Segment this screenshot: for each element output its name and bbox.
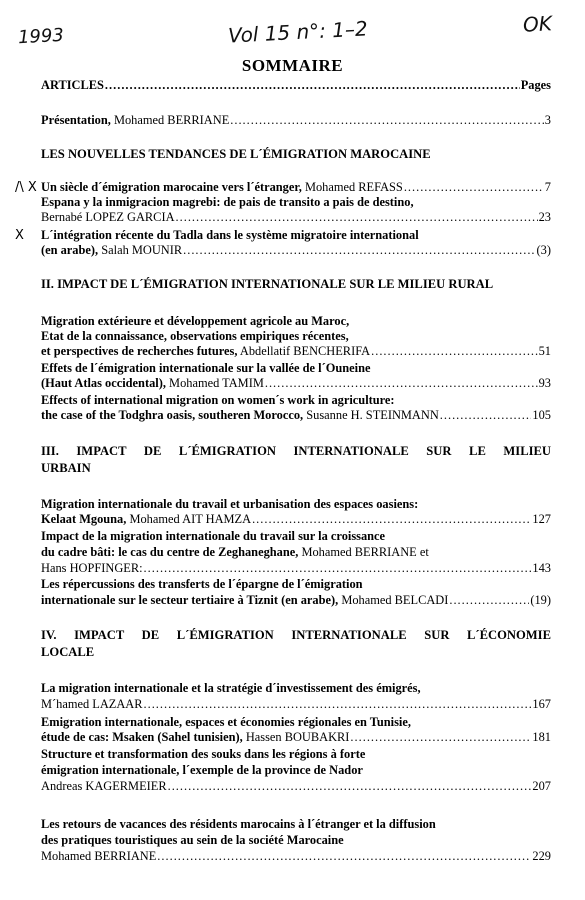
entry-title-line: Espana y la inmigracion magrebi: de pais de transito a pais de destino,	[41, 195, 414, 209]
entry-title-line: Effets de l´émigration internationale sur la vallée de l´Ouneine	[41, 361, 371, 375]
leader-dots	[105, 78, 520, 92]
handwritten-ok: OK	[522, 11, 553, 37]
toc-entry[interactable]	[41, 180, 551, 194]
handwritten-mark: /\ X	[15, 180, 37, 195]
entry-author: M´hamed LAZAAR	[41, 697, 143, 711]
entry-title-line: Impact de la migration internationale du travail sur la croissance	[41, 529, 386, 543]
entry-page: (3)	[536, 243, 551, 257]
entry-author: Mohamed BERRIANE	[113, 113, 230, 127]
entry-author: Andreas KAGERMEIER	[41, 779, 167, 793]
entry-author: Bernabé LOPEZ GARCIA	[41, 210, 175, 224]
entry-page: (19)	[530, 593, 551, 607]
entry-title: du cadre bâti: le cas du centre de Zeghaneghane,	[41, 545, 299, 559]
leader-dots	[176, 210, 538, 224]
entry-author: Susanne H. STEINMANN	[306, 408, 439, 422]
toc-entry[interactable]	[41, 593, 551, 607]
leader-dots	[440, 408, 532, 422]
entry-page: 93	[538, 376, 551, 390]
entry-author: Mohamed TAMIM	[169, 376, 264, 390]
leader-dots	[144, 561, 532, 575]
entry-page: 181	[532, 730, 551, 744]
toc-entry[interactable]	[41, 561, 551, 575]
toc-entry[interactable]	[41, 113, 551, 127]
entry-page: 167	[532, 697, 551, 711]
entry-author: Hassen BOUBAKRI	[245, 730, 350, 744]
entry-author: Mohamed BERRIANE	[41, 849, 157, 863]
entry-page: 127	[532, 512, 551, 526]
entry-page: 51	[538, 344, 551, 358]
entry-author: Mohamed AIT HAMZA	[129, 512, 252, 526]
section-heading: II. IMPACT DE L´ÉMIGRATION INTERNATIONALE SUR LE MILIEU RURAL	[41, 277, 494, 291]
handwritten-volume: Vol 15 n°: 1–2	[227, 16, 369, 48]
toc-entry[interactable]	[41, 697, 551, 711]
entry-page: 23	[538, 210, 551, 224]
entry-title: (Haut Atlas occidental),	[41, 376, 166, 390]
entry-title-line: Migration extérieure et développement agricole au Maroc,	[41, 314, 350, 328]
entry-title: internationale sur le secteur tertiaire à Tiznit (en arabe),	[41, 593, 339, 607]
entry-title-line: émigration internationale, l´exemple de la province de Nador	[41, 763, 363, 777]
entry-title-line: Etat de la connaissance, observations empiriques récentes,	[41, 329, 349, 343]
section-heading: IV. IMPACT DE L´ÉMIGRATION INTERNATIONALE SUR L´ÉCONOMIE	[41, 628, 551, 642]
toc-entry[interactable]	[41, 730, 551, 744]
entry-title-line: Migration internationale du travail et urbanisation des espaces oasiens:	[41, 497, 419, 511]
leader-dots	[265, 376, 538, 390]
entry-author: Salah MOUNIR	[101, 243, 183, 257]
entry-title-line: Les retours de vacances des résidents marocains à l´étranger et la diffusion	[41, 817, 436, 831]
entry-page: 229	[532, 849, 551, 863]
toc-entry[interactable]	[41, 210, 551, 224]
toc-entry[interactable]	[41, 243, 551, 257]
leader-dots	[230, 113, 544, 127]
entry-title: Présentation,	[41, 113, 111, 127]
entry-page: 105	[532, 408, 551, 422]
entry-title-line: Emigration internationale, espaces et économies régionales en Tunisie,	[41, 715, 411, 729]
toc-entry[interactable]	[41, 512, 551, 526]
toc-entry[interactable]	[41, 344, 551, 358]
entry-title: the case of the Todghra oasis, southeren Morocco,	[41, 408, 304, 422]
leader-dots	[449, 593, 529, 607]
handwritten-mark: X	[15, 228, 24, 243]
articles-label: ARTICLES	[41, 78, 104, 92]
toc-entry[interactable]	[41, 849, 551, 863]
entry-title-line: La migration internationale et la stratégie d´investissement des émigrés,	[41, 681, 421, 695]
entry-title-line: L´intégration récente du Tadla dans le système migratoire international	[41, 228, 419, 242]
toc-entry[interactable]	[41, 779, 551, 793]
entry-title: (en arabe),	[41, 243, 99, 257]
entry-title-line	[41, 545, 551, 559]
entry-page: 207	[532, 779, 551, 793]
leader-dots	[350, 730, 531, 744]
entry-title-line: Structure et transformation des souks dans les régions à forte	[41, 747, 366, 761]
entry-author: Mohamed REFASS	[304, 180, 403, 194]
entry-page: 3	[544, 113, 551, 127]
toc-entry[interactable]	[41, 376, 551, 390]
entry-title: Kelaat Mgouna,	[41, 512, 127, 526]
toc-entry[interactable]	[41, 408, 551, 422]
page-title: SOMMAIRE	[241, 56, 344, 75]
pages-label: Pages	[520, 78, 551, 92]
entry-title: étude de cas: Msaken (Sahel tunisien),	[41, 730, 243, 744]
leader-dots	[168, 779, 532, 793]
leader-dots	[144, 697, 532, 711]
leader-dots	[183, 243, 535, 257]
articles-header	[41, 78, 551, 92]
entry-author: Mohamed BERRIANE et	[301, 545, 429, 559]
section-heading-cont: URBAIN	[41, 461, 91, 475]
entry-title-line: des pratiques touristiques au sein de la société Marocaine	[41, 833, 344, 847]
entry-author: Mohamed BELCADI	[341, 593, 449, 607]
leader-dots	[157, 849, 531, 863]
section-heading: III. IMPACT DE L´ÉMIGRATION INTERNATIONALE SUR LE MILIEU	[41, 444, 551, 458]
section-heading-cont: LOCALE	[41, 645, 95, 659]
leader-dots	[404, 180, 544, 194]
entry-author: Hans HOPFINGER:	[41, 561, 143, 575]
section-heading: LES NOUVELLES TENDANCES DE L´ÉMIGRATION MAROCAINE	[41, 147, 431, 161]
entry-author: Abdellatif BENCHERIFA	[239, 344, 371, 358]
entry-title-line: Les répercussions des transferts de l´épargne de l´émigration	[41, 577, 363, 591]
leader-dots	[371, 344, 537, 358]
entry-page: 7	[544, 180, 551, 194]
handwritten-year: 1993	[17, 24, 65, 49]
entry-title: et perspectives de recherches futures,	[41, 344, 238, 358]
entry-title: Un siècle d´émigration marocaine vers l´étranger,	[41, 180, 302, 194]
entry-title-line: Effects of international migration on women´s work in agriculture:	[41, 393, 395, 407]
leader-dots	[252, 512, 531, 526]
entry-page: 143	[532, 561, 551, 575]
